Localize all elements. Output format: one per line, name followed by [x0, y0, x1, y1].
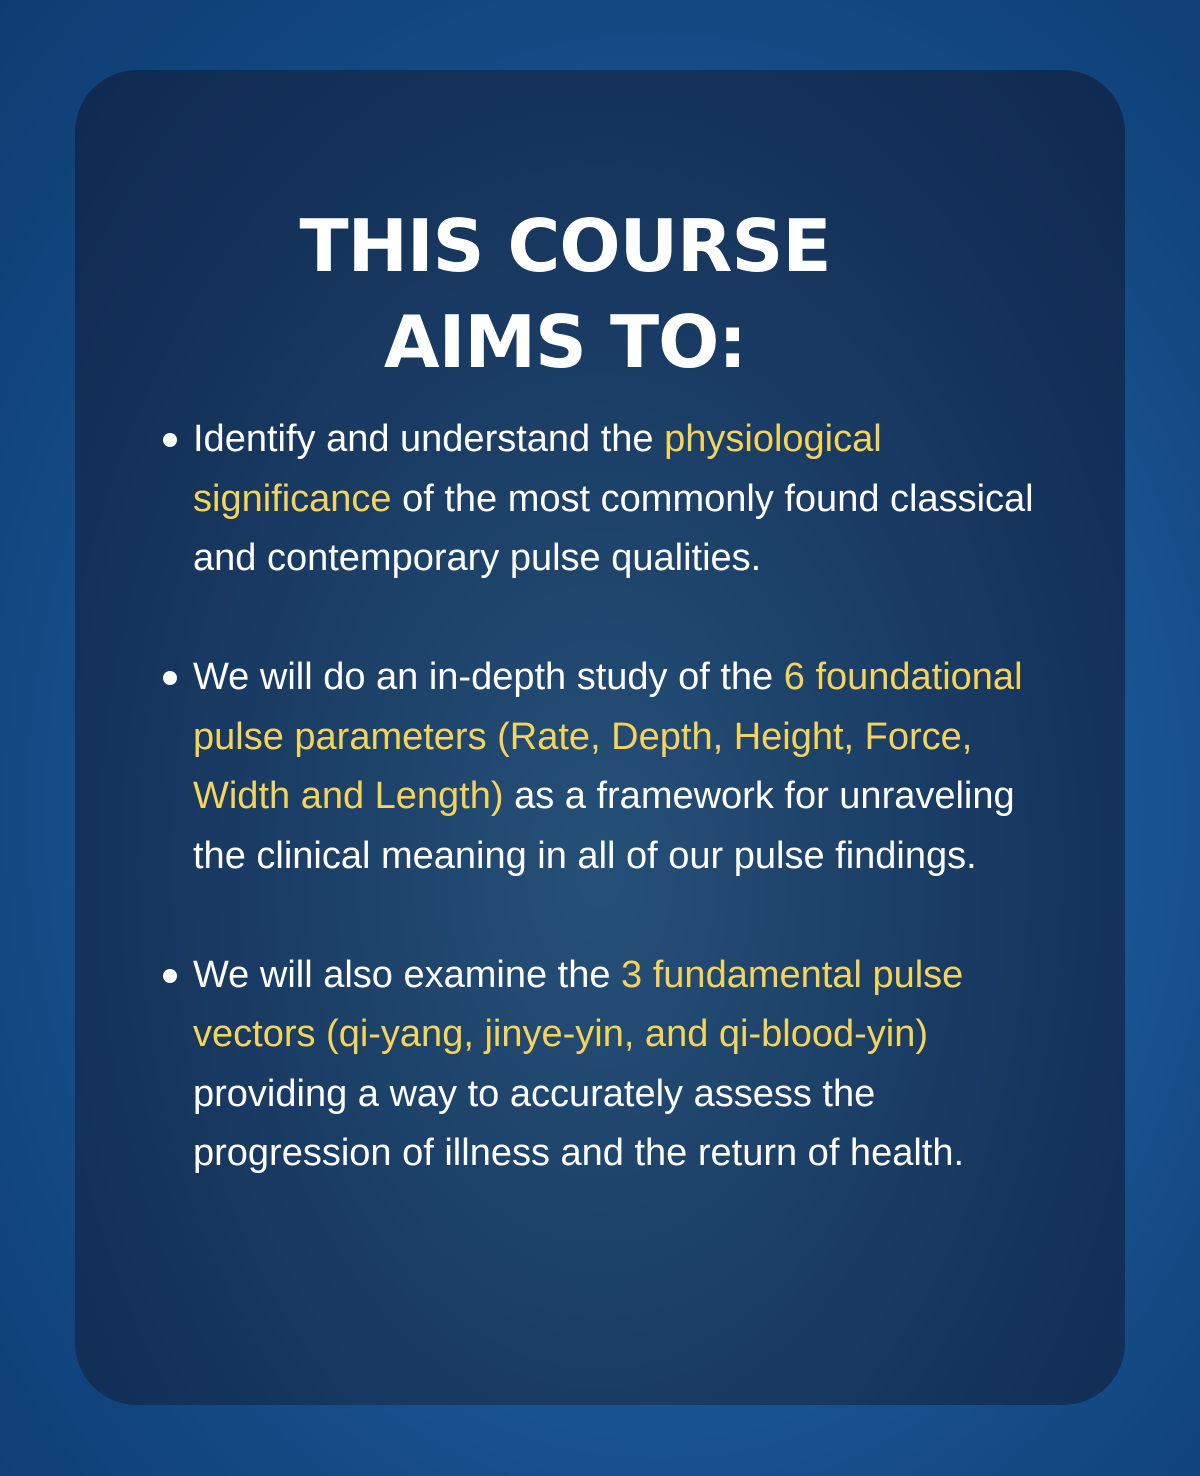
aims-list [193, 410, 1073, 1243]
aim-highlight: 6 foundational pulse parameters (Rate, Depth, Height, Force, Width and Length) [193, 656, 1023, 817]
bullet-dot-icon [163, 969, 177, 983]
aim-text-before: We will do an in-depth study of the [193, 656, 784, 698]
course-aims-card [75, 70, 1125, 1405]
aim-highlight: physiological significance [193, 418, 882, 520]
aim-item-pulse-vectors [193, 946, 1073, 1184]
aim-item-physiological-significance [193, 410, 1073, 589]
course-aims-title [75, 198, 1055, 390]
title-line-2: AIMS TO: [383, 300, 747, 385]
title-line-1: THIS COURSE [299, 204, 831, 289]
aim-text-before: We will also examine the [193, 953, 622, 996]
aim-text-after: as a framework for unraveling the clinical meaning in all of our pulse findings. [193, 775, 1015, 877]
bullet-dot-icon [163, 671, 177, 685]
bullet-dot-icon [163, 433, 177, 447]
aim-item-pulse-parameters [193, 648, 1073, 886]
aim-text-after: providing a way to accurately assess the progression of illness and the return of health. [193, 1072, 965, 1174]
aim-text-before: Identify and understand the [193, 418, 665, 460]
aim-highlight: 3 fundamental pulse vectors (qi-yang, jinye-yin, and qi-blood-yin) [193, 953, 964, 1055]
aim-text-after: of the most commonly found classical and contemporary pulse qualities. [193, 477, 1034, 579]
